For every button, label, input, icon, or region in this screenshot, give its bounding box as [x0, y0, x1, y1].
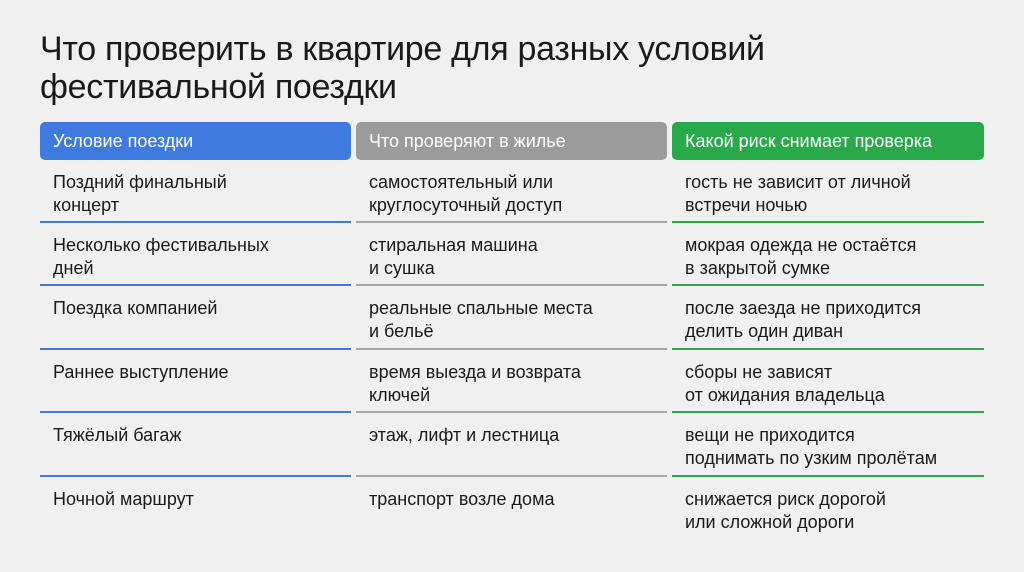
check-header: Что проверяют в жилье: [356, 122, 667, 160]
check-cell: реальные спальные места и бельё: [369, 298, 593, 341]
check-column: [356, 122, 667, 509]
page-title: Что проверить в квартире для разных условий фестивальной поездки: [40, 30, 765, 106]
risk-cell: вещи не приходится поднимать по узким пролётам: [685, 425, 938, 468]
condition-column: [40, 122, 351, 509]
risk-header: Какой риск снимает проверка: [672, 122, 984, 160]
risk-cell: после заезда не приходится делить один диван: [685, 298, 922, 341]
row-divider: [356, 348, 667, 350]
risk-cell: сборы не зависят от ожидания владельца: [685, 362, 885, 405]
check-cell: время выезда и возврата ключей: [369, 362, 581, 405]
condition-cell: Раннее выступление: [53, 362, 229, 382]
row-divider: [40, 475, 351, 477]
row-divider: [40, 221, 351, 223]
row-divider: [40, 411, 351, 413]
row-divider: [672, 475, 984, 477]
row-divider: [672, 221, 984, 223]
risk-column: [672, 122, 984, 532]
check-cell: этаж, лифт и лестница: [369, 425, 560, 445]
check-cell: самостоятельный или круглосуточный доступ: [369, 172, 563, 215]
row-divider: [40, 284, 351, 286]
condition-cell: Ночной маршрут: [53, 489, 194, 509]
row-divider: [356, 411, 667, 413]
risk-cell: снижается риск дорогой или сложной дороги: [685, 489, 886, 532]
row-divider: [356, 221, 667, 223]
condition-cell: Поздний финальный концерт: [53, 172, 227, 215]
row-divider: [40, 348, 351, 350]
row-divider: [672, 411, 984, 413]
check-cell: транспорт возле дома: [369, 489, 555, 509]
condition-cell: Тяжёлый багаж: [53, 425, 182, 445]
risk-cell: мокрая одежда не остаётся в закрытой сумке: [685, 235, 917, 278]
row-divider: [672, 284, 984, 286]
row-divider: [356, 475, 667, 477]
row-divider: [672, 348, 984, 350]
row-divider: [356, 284, 667, 286]
condition-header: Условие поездки: [40, 122, 351, 160]
risk-cell: гость не зависит от личной встречи ночью: [685, 172, 911, 215]
check-cell: стиральная машина и сушка: [369, 235, 538, 278]
condition-cell: Несколько фестивальных дней: [53, 235, 269, 278]
condition-cell: Поездка компанией: [53, 298, 218, 318]
